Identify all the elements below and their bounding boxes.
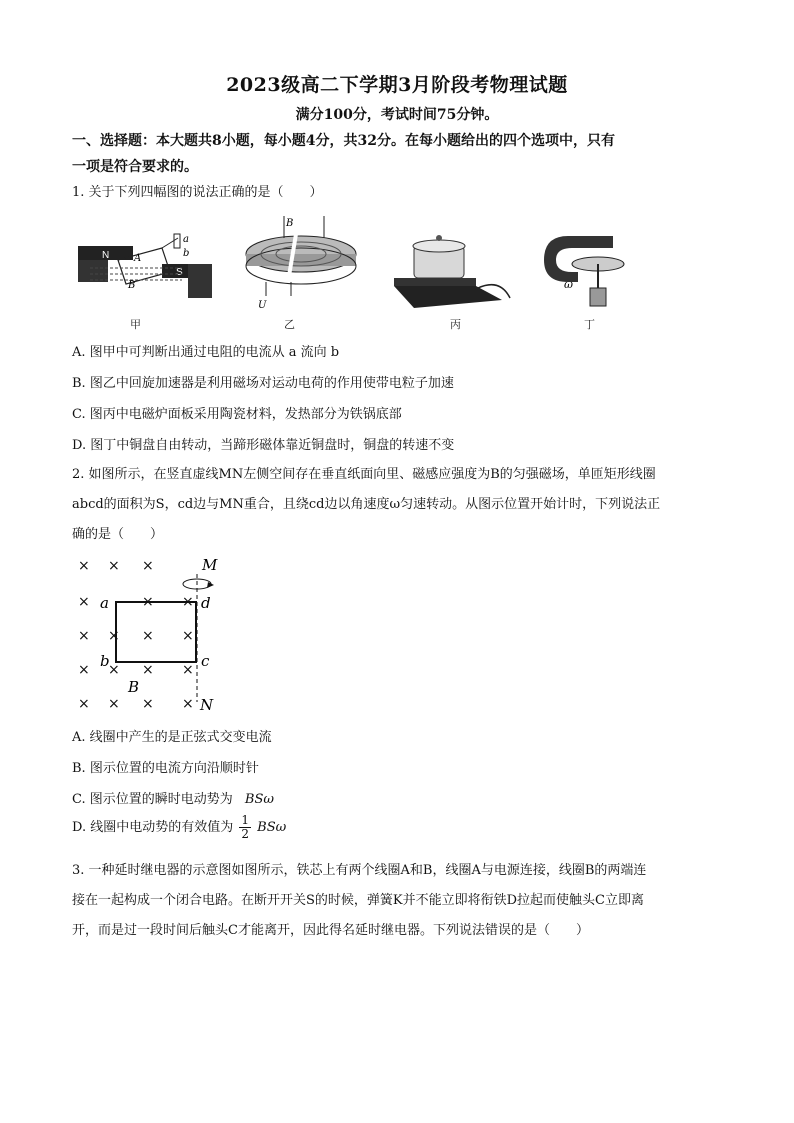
svg-text:×: × xyxy=(108,662,120,678)
label-b2: b xyxy=(100,652,110,670)
label-S: S xyxy=(176,267,183,278)
q2-stem-line1: 2. 如图所示，在竖直虚线MN左侧空间存在垂直纸面向里、磁感应强度为B的匀强磁场，单匝矩形线圈 xyxy=(72,467,656,482)
svg-text:×: × xyxy=(142,696,154,712)
label-U: U xyxy=(258,300,267,311)
q1-stem: 1. 关于下列四幅图的说法正确的是（ ） xyxy=(72,185,323,200)
q1-figure-ding xyxy=(538,226,648,316)
svg-text:×: × xyxy=(142,662,154,678)
q2-option-c xyxy=(72,788,274,807)
section-heading-line2: 一项是符合要求的。 xyxy=(72,159,198,175)
fraction-denominator: 2 xyxy=(241,827,250,841)
label-a2: a xyxy=(100,594,109,612)
fraction-numerator: 1 xyxy=(241,813,250,827)
q2-figure xyxy=(70,552,240,712)
q3-line1: 3. 一种延时继电器的示意图如图所示，铁芯上有两个线圈A和B，线圈A与电源连接，线圈B的两端连 xyxy=(72,863,647,878)
q1-figure-jia xyxy=(70,218,220,308)
q2-option-a: A. 线圈中产生的是正弦式交变电流 xyxy=(72,730,272,745)
label-Bp: B xyxy=(128,280,136,291)
label-B: B xyxy=(286,218,294,229)
q2-option-c-text: C. 图示位置的瞬时电动势为 xyxy=(72,792,233,807)
q1-option-a: A. 图甲中可判断出通过电阻的电流从 a 流向 b xyxy=(72,345,340,360)
q2-stem-line2: abcd的面积为S，cd边与MN重合，且绕cd边以角速度ω匀速转动。从图示位置开始计时，下列说法正 xyxy=(72,497,661,512)
label-N: N xyxy=(102,250,110,261)
exam-subtitle: 满分100分，考试时间75分钟。 xyxy=(295,107,499,123)
q2-option-c-expr: BSω xyxy=(244,792,274,807)
label-omega: ω xyxy=(564,278,573,291)
q2-stem xyxy=(72,460,722,550)
label-c2: c xyxy=(201,652,210,670)
q1-option-b: B. 图乙中回旋加速器是利用磁场对运动电荷的作用使带电粒子加速 xyxy=(72,376,454,391)
label-a: a xyxy=(183,234,189,245)
svg-text:×: × xyxy=(78,628,90,644)
label-d2: d xyxy=(201,594,211,612)
label-b: b xyxy=(183,248,190,259)
q1-figure-yi xyxy=(236,212,366,312)
svg-text:×: × xyxy=(78,594,90,610)
svg-text:×: × xyxy=(182,628,194,644)
label-N2: N xyxy=(200,696,214,712)
svg-text:×: × xyxy=(78,558,90,574)
q2-option-d-expr: BSω xyxy=(257,820,287,835)
label-A: A xyxy=(134,253,142,264)
q2-option-b: B. 图示位置的电流方向沿顺时针 xyxy=(72,761,259,776)
caption-jia: 甲 xyxy=(130,318,141,331)
caption-yi: 乙 xyxy=(284,318,295,331)
label-B2: B xyxy=(128,678,140,696)
q2-stem-line3: 确的是（ ） xyxy=(72,527,164,542)
svg-text:×: × xyxy=(108,696,120,712)
caption-bing: 丙 xyxy=(450,318,461,331)
label-M: M xyxy=(202,556,218,574)
page-title: 2023级高二下学期3月阶段考物理试题 xyxy=(226,74,568,96)
svg-text:×: × xyxy=(108,628,120,644)
svg-text:×: × xyxy=(78,696,90,712)
svg-text:×: × xyxy=(142,558,154,574)
q1-option-c: C. 图丙中电磁炉面板采用陶瓷材料，发热部分为铁锅底部 xyxy=(72,407,402,422)
svg-text:×: × xyxy=(142,594,154,610)
svg-text:×: × xyxy=(78,662,90,678)
q3-line2: 接在一起构成一个闭合电路。在断开开关S的时候，弹簧K并不能立即将衔铁D拉起而使触头C立即离 xyxy=(72,893,644,908)
caption-ding: 丁 xyxy=(584,318,595,331)
q3-line3: 开，而是过一段时间后触头C才能离开，因此得名延时继电器。下列说法错误的是（ ） xyxy=(72,923,589,938)
q1-figure-bing xyxy=(390,228,520,314)
svg-text:×: × xyxy=(182,696,194,712)
svg-text:×: × xyxy=(108,558,120,574)
q2-option-d-fraction xyxy=(239,814,251,841)
q3-stem xyxy=(72,856,722,946)
q1-option-d: D. 图丁中铜盘自由转动，当蹄形磁体靠近铜盘时，铜盘的转速不变 xyxy=(72,438,455,453)
svg-text:×: × xyxy=(142,628,154,644)
svg-text:×: × xyxy=(182,594,194,610)
q2-option-d-text: D. 线圈中电动势的有效值为 xyxy=(72,820,234,835)
section-heading xyxy=(72,128,722,180)
q2-option-d xyxy=(72,814,286,841)
svg-text:×: × xyxy=(182,662,194,678)
section-heading-line1: 一、选择题：本大题共8小题，每小题4分，共32分。在每小题给出的四个选项中，只有 xyxy=(72,133,615,149)
